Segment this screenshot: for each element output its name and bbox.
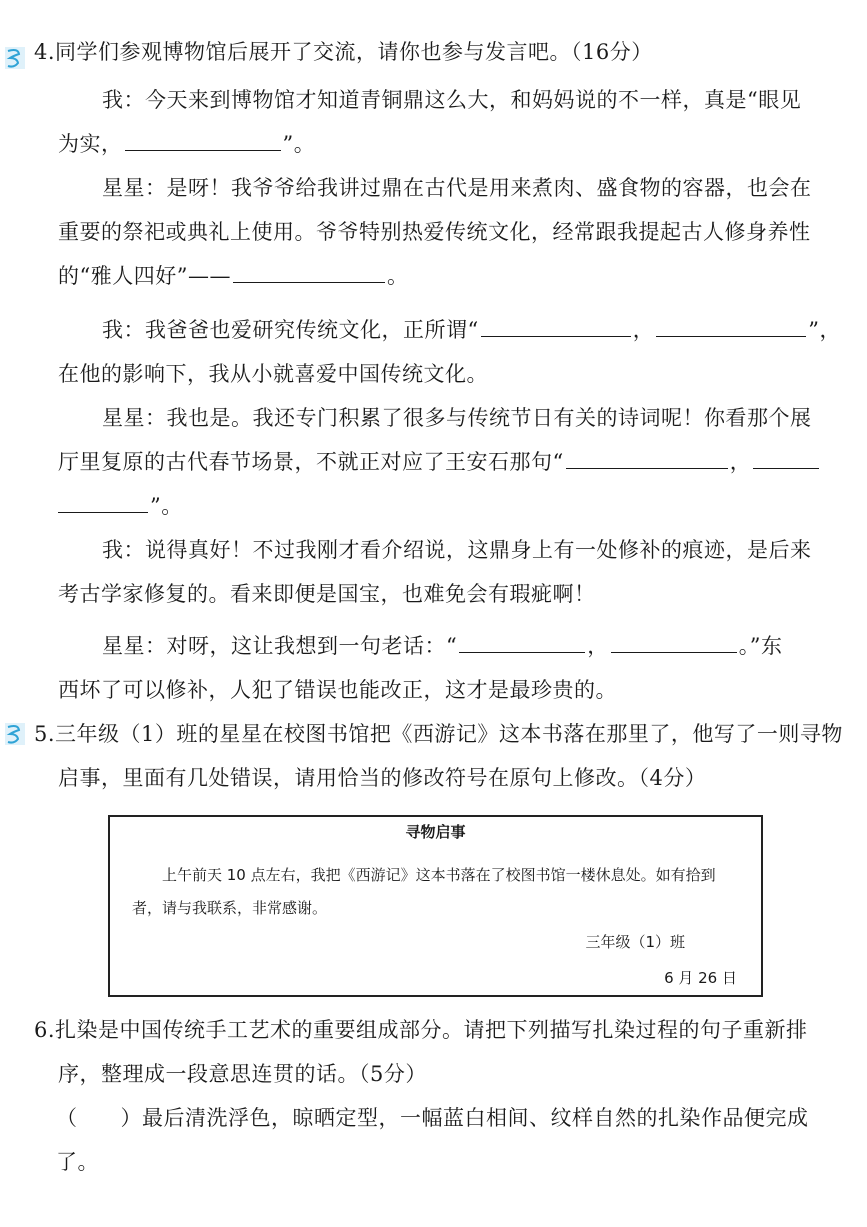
q4-dialog-6-line-b: 西坏了可以修补，人犯了错误也能改正，这才是最珍贵的。 [58,678,617,702]
q4-dialog-5 [58,528,843,616]
notice-title: 寻物启事 [405,823,466,841]
notice-date: 6 月 26 日 [664,969,737,987]
q6-number: 6. [34,1018,56,1042]
q4-dialog-2-end: 。 [386,264,409,288]
q4-dialog-4-end: ”。 [150,494,183,518]
answer-blank[interactable] [233,256,385,283]
q4-dialog-6-line-a: 星星：对呀，这让我想到一句老话：“ [102,634,458,658]
q6-item-line-a: 最后清洗浮色，晾晒定型，一幅蓝白相间、纹样自然的扎染作品便完成 [142,1106,809,1130]
pencil-mark-icon [4,722,26,746]
q4-dialog-5-line-b: 考古学家修复的。看来即便是国宝，也难免会有瑕疵啊！ [58,582,596,606]
notice-signer: 三年级（1）班 [585,933,685,951]
q4-dialog-4 [58,396,843,528]
pencil-mark-icon [4,46,26,70]
q4-dialog-2 [58,166,843,298]
q5-title-line-a: 三年级（1）班的星星在校图书馆把《西游记》这本书落在那里了，他写了一则寻物 [55,722,843,746]
q4-dialog-3-line-b: 在他的影响下，我从小就喜爱中国传统文化。 [58,362,488,386]
answer-blank[interactable] [753,442,819,469]
q4-dialog-1-end: ”。 [282,132,316,156]
answer-blank[interactable] [481,310,631,337]
notice-body[interactable]: 上午前天 10 点左右，我把《西游记》这本书落在了校图书馆一楼休息处。如有拾到者，请与我联系，非常感谢。 [132,866,716,917]
q4-dialog-4-comma: ， [729,450,752,474]
q4-dialog-3-end: ”， [808,318,841,342]
q4-number: 4. [34,40,56,64]
q6-title-line-b: 序，整理成一段意思连贯的话。（5分） [58,1062,427,1086]
q4-title [34,30,843,74]
answer-blank[interactable] [611,626,737,653]
q6-item-line-b: 了。 [56,1150,99,1174]
q4-dialog-3-comma: ， [632,318,655,342]
answer-blank[interactable] [566,442,728,469]
q6-title-line-a: 扎染是中国传统手工艺术的重要组成部分。请把下列描写扎染过程的句子重新排 [55,1018,808,1042]
q4-dialog-3 [58,308,843,396]
order-answer-box[interactable]: （ ） [56,1106,142,1130]
q4-dialog-5-line-a: 我：说得真好！不过我刚才看介绍说，这鼎身上有一处修补的痕迹，是后来 [102,538,812,562]
q4-dialog-2-line-a: 星星：是呀！我爷爷给我讲过鼎在古代是用来煮肉、盛食物的容器，也会在 [102,176,812,200]
q5-title [34,712,843,800]
q5-number: 5. [34,722,56,746]
q4-dialog-1 [58,78,843,166]
answer-blank[interactable] [459,626,585,653]
q4-dialog-6-end: 。”东 [738,634,783,658]
q6-title [34,1008,843,1096]
q6-item [56,1096,843,1184]
q4-dialog-3-line-a: 我：我爸爸也爱研究传统文化，正所谓“ [102,318,479,342]
lost-item-notice [108,815,763,997]
answer-blank[interactable] [656,310,806,337]
answer-blank[interactable] [58,486,148,513]
q4-title-text: 同学们参观博物馆后展开了交流，请你也参与发言吧。（16分） [55,40,653,64]
q4-dialog-1-line-a: 我：今天来到博物馆才知道青铜鼎这么大，和妈妈说的不一样，真是“眼见 [102,88,802,112]
q4-dialog-6 [58,624,843,712]
answer-blank[interactable] [125,124,281,151]
q4-dialog-6-comma: ， [587,634,609,658]
q4-dialog-1-line-b: 为实， [58,132,123,156]
q5-title-line-b: 启事，里面有几处错误，请用恰当的修改符号在原句上修改。（4分） [58,766,707,790]
q4-dialog-4-line-a: 星星：我也是。我还专门积累了很多与传统节日有关的诗词呢！你看那个展 [102,406,812,430]
q4-dialog-2-line-b: 重要的祭祀或典礼上使用。爷爷特别热爱传统文化，经常跟我提起古人修身养性 [58,220,811,244]
q4-dialog-4-line-b: 厅里复原的古代春节场景，不就正对应了王安石那句“ [58,450,564,474]
q4-dialog-2-line-c: 的“雅人四好”—— [58,264,231,288]
